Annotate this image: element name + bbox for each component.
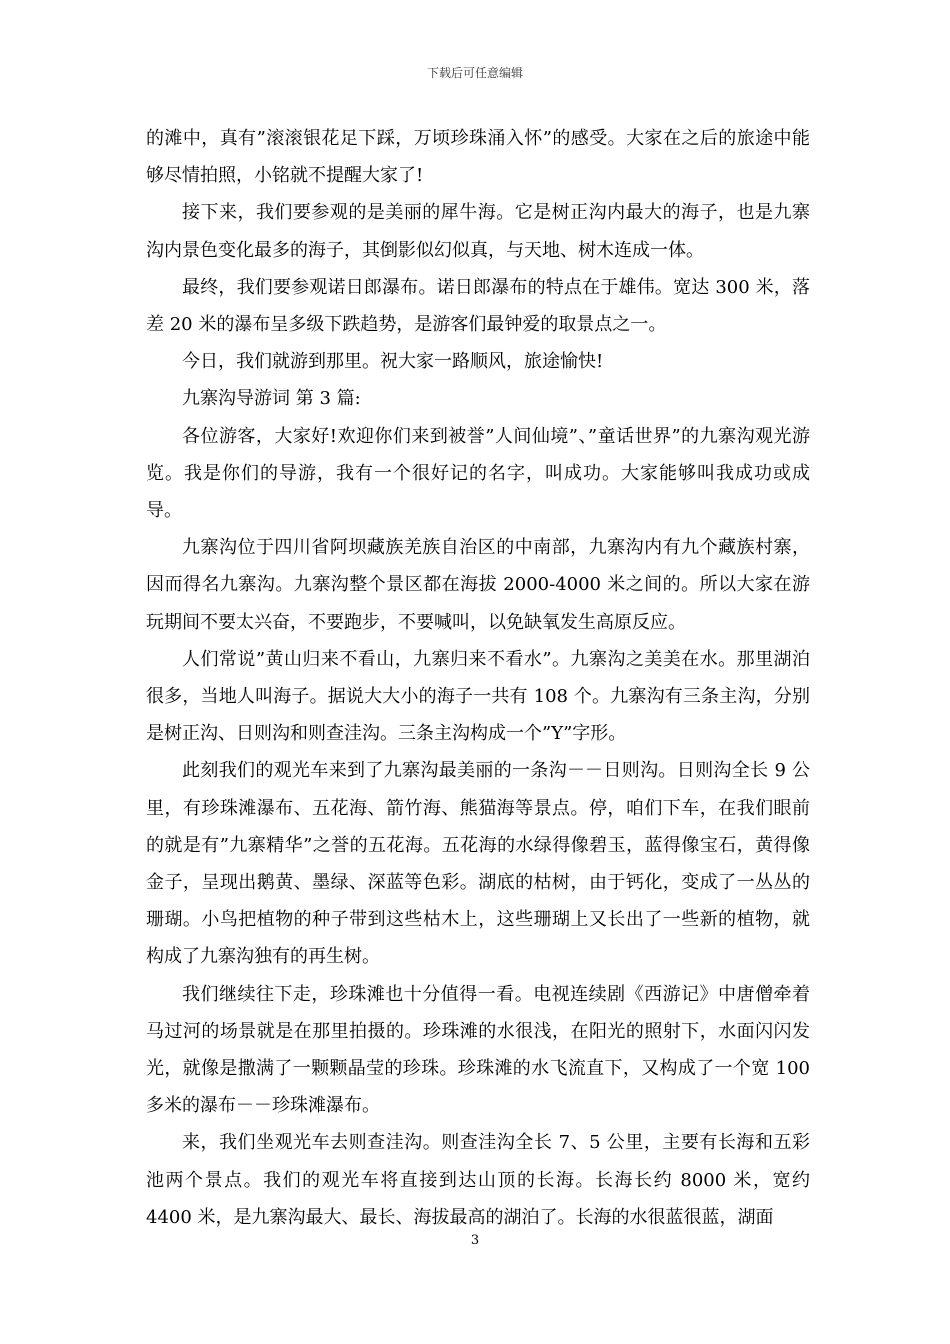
paragraph: 我们继续往下走，珍珠滩也十分值得一看。电视连续剧《西游记》中唐僧牵着马过河的场景就是在那里拍摄的。珍珠滩的水很浅，在阳光的照射下，水面闪闪发光，就像是撒满了一颗颗晶莹的珍珠。珍珠滩的水飞流直下，又构成了一个宽 100 多米的瀑布－－珍珠滩瀑布。 — [146, 983, 810, 1117]
paragraph: 各位游客，大家好!欢迎你们来到被誉”人间仙境”、”童话世界”的九寨沟观光游览。我是你们的导游，我有一个很好记的名字，叫成功。大家能够叫我成功或成导。 — [146, 425, 810, 522]
paragraph: 最终，我们要参观诺日郎瀑布。诺日郎瀑布的特点在于雄伟。宽达 300 米，落差 20 米的瀑布呈多级下跌趋势，是游客们最钟爱的取景点之一。 — [146, 276, 810, 336]
page-header: 下载后可任意编辑 — [426, 66, 523, 80]
document-body — [146, 120, 810, 1236]
section-heading: 九寨沟导游词 第 3 篇: — [182, 388, 361, 410]
paragraph: 人们常说”黄山归来不看山，九寨归来不看水”。九寨沟之美美在水。那里湖泊很多，当地人叫海子。据说大大小的海子一共有 108 个。九寨沟有三条主沟，分别是树正沟、日则沟和则查洼沟。三条主沟构成一个”Y”字形。 — [146, 648, 810, 745]
paragraph-continued: 的滩中，真有”滚滚银花足下踩，万顷珍珠涌入怀”的感受。大家在之后的旅途中能够尽情拍照，小铭就不提醒大家了! — [146, 128, 810, 187]
paragraph: 九寨沟位于四川省阿坝藏族羌族自治区的中南部，九寨沟内有九个藏族村寨，因而得名九寨沟。九寨沟整个景区都在海拔 2000-4000 米之间的。所以大家在游玩期间不要太兴奋，不要跑步，不要喊叫，以免缺氧发生高原反应。 — [146, 537, 810, 633]
paragraph: 来，我们坐观光车去则查洼沟。则查洼沟全长 7、5 公里，主要有长海和五彩池两个景点。我们的观光车将直接到达山顶的长海。长海长约 8000 米，宽约 4400 米，是九寨沟最大、最长、海拔最高的湖泊了。长海的水很蓝很蓝，湖面 — [146, 1132, 810, 1228]
paragraph: 今日，我们就游到那里。祝大家一路顺风，旅途愉快! — [182, 351, 604, 373]
paragraph: 接下来，我们要参观的是美丽的犀牛海。它是树正沟内最大的海子，也是九寨沟内景色变化最多的海子，其倒影似幻似真，与天地、树木连成一体。 — [146, 202, 810, 261]
page-number: 3 — [470, 1233, 480, 1248]
paragraph: 此刻我们的观光车来到了九寨沟最美丽的一条沟－－日则沟。日则沟全长 9 公里，有珍珠滩瀑布、五花海、箭竹海、熊猫海等景点。停，咱们下车，在我们眼前的就是有”九寨精华”之誉的五花海。五花海的水绿得像碧玉，蓝得像宝石，黄得像金子，呈现出鹅黄、墨绿、深蓝等色彩。湖底的枯树，由于钙化，变成了一丛丛的珊瑚。小鸟把植物的种子带到这些枯木上，这些珊瑚上又长出了一些新的植物，就构成了九寨沟独有的再生树。 — [146, 760, 810, 968]
